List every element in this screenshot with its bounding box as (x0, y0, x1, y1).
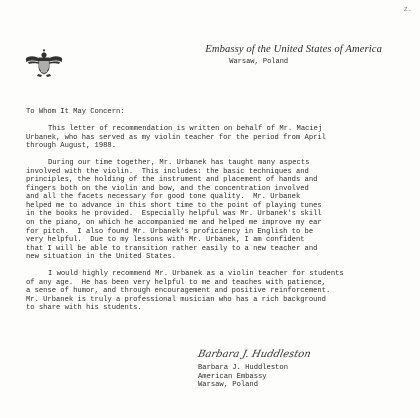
signer-title: American Embassy (198, 372, 267, 381)
us-great-seal-icon (24, 46, 64, 78)
paragraph-line: for pitch. I also found Mr. Urbanek's proficiency in English to be (26, 227, 314, 236)
paragraph-line: principles, the holding of the instrument and placement of hands and (26, 176, 318, 185)
paragraph-line: I would highly recommend Mr. Urbanek as a violin teacher for students (48, 270, 344, 279)
salutation: To Whom It May Concern: (26, 108, 125, 116)
signature-block (198, 364, 288, 390)
corner-mark: z. (403, 6, 412, 14)
paragraph-1 (26, 125, 406, 151)
paragraph-line: This letter of recommendation is written on behalf of Mr. Maciej (48, 125, 323, 134)
letter-body (26, 108, 406, 313)
paragraph-line: in the books he provided. Especially helpful was Mr. Urbanek's skill (26, 210, 322, 219)
paragraph-line: involved with the violin. This includes: the basic techniques and (26, 167, 309, 176)
paragraph-line: Mr. Urbanek is truly a professional musician who has a rich background (26, 295, 326, 304)
paragraph-line: helped me to advance in this short time to the point of playing tunes (26, 201, 322, 210)
paragraph-3 (26, 270, 406, 313)
letterhead-title: Embassy of the United States of America (205, 44, 382, 55)
signer-name: Barbara J. Huddleston (198, 364, 288, 372)
signer-city: Warsaw, Poland (198, 381, 258, 390)
paragraph-line: on the piano, on which he accompanied me and helped me improve my ear (26, 219, 322, 228)
letterhead (205, 44, 382, 66)
paragraph-line: fingers both on the violin and bow, and the concentration involved (26, 184, 309, 193)
paragraph-line: through August, 1988. (26, 142, 116, 151)
paragraph-line: that I will be able to transition rather easily to a new teacher and (26, 244, 318, 253)
paragraph-line: to share with his students. (26, 304, 142, 313)
letterhead-city: Warsaw, Poland (229, 58, 289, 66)
paragraph-2 (26, 159, 406, 262)
paragraph-line: of any age. He has been very helpful to me and teaches with patience, (26, 278, 326, 287)
paragraph-line: a sense of humor, and through encouragement and positive reinforcement. (26, 287, 331, 296)
handwritten-signature: Barbara J. Huddleston (196, 349, 312, 360)
paragraph-line: During our time together, Mr. Urbanek has taught many aspects (48, 159, 310, 168)
paragraph-line: and all the facets necessary for good tone quality. Mr. Urbanek (26, 193, 301, 202)
paragraph-line: Urbanek, who has served as my violin teacher for the period from April (26, 133, 326, 142)
paragraph-line: new situation in the United States. (26, 253, 176, 262)
paragraph-line: very helpful. Due to my lessons with Mr. Urbanek, I am confident (26, 236, 305, 245)
